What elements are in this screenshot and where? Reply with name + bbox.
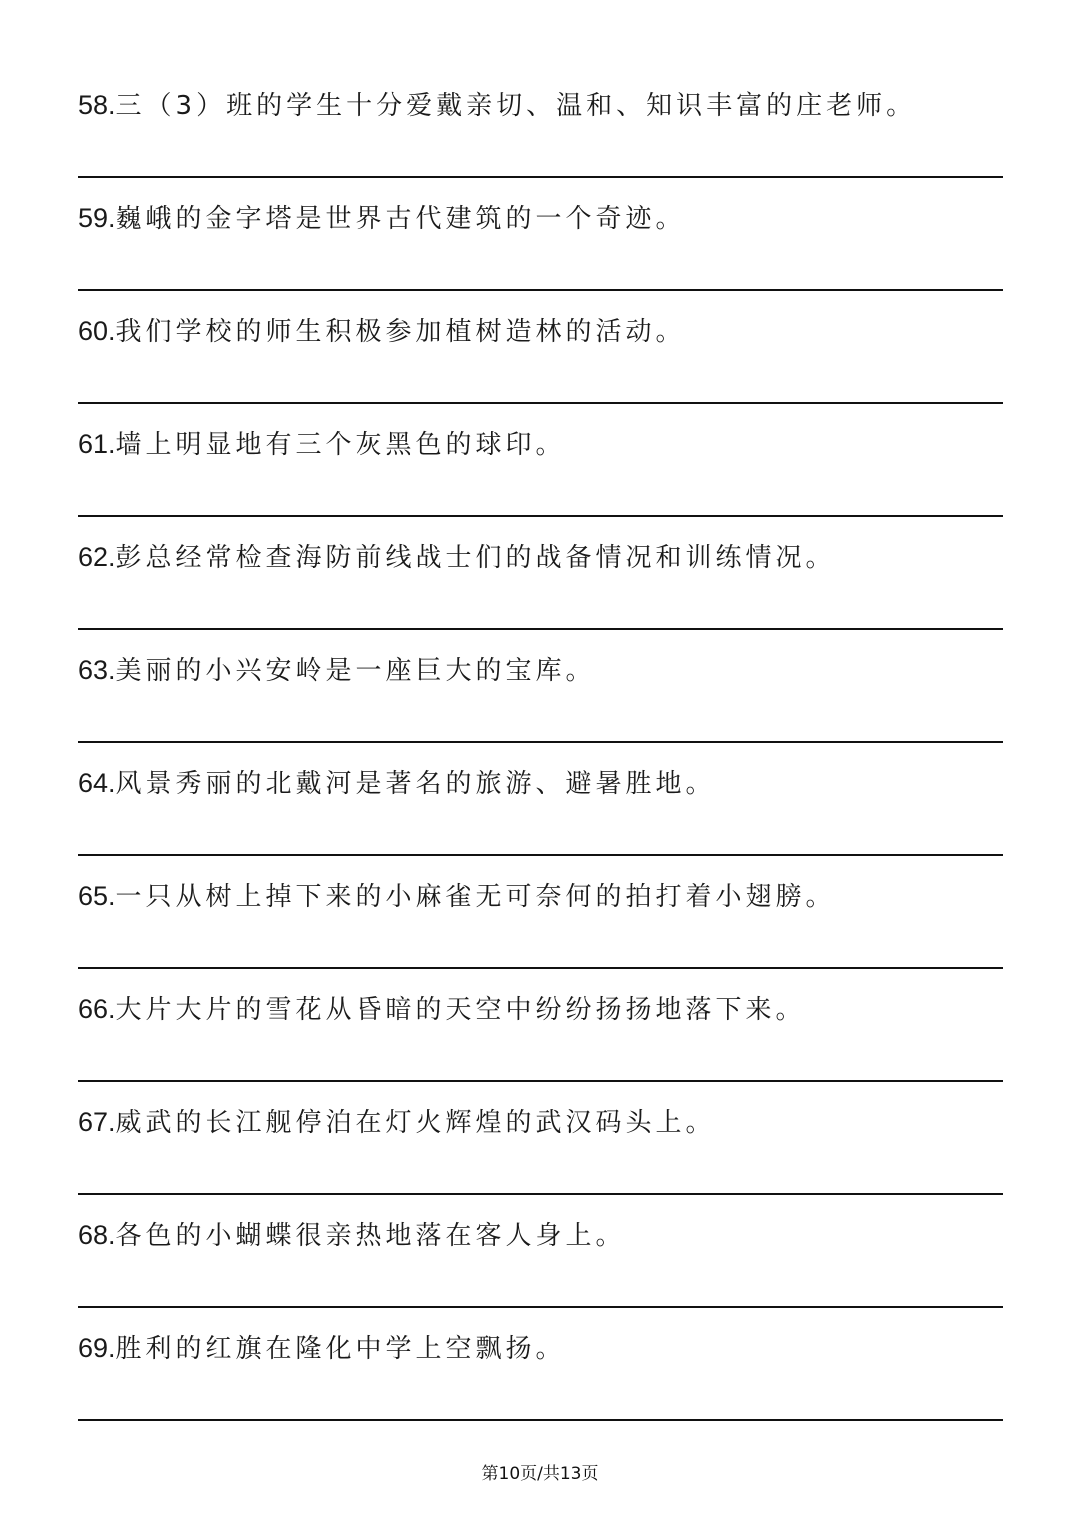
answer-line (78, 1080, 1003, 1082)
exercise-sentence: 68.各色的小蝴蝶很亲热地落在客人身上。 (78, 1220, 626, 1251)
exercise-sentence: 61.墙上明显地有三个灰黑色的球印。 (78, 429, 566, 460)
answer-line (78, 628, 1003, 630)
answer-line (78, 402, 1003, 404)
exercise-sentence: 62.彭总经常检查海防前线战士们的战备情况和训练情况。 (78, 542, 836, 573)
exercise-sentence: 59.巍峨的金字塔是世界古代建筑的一个奇迹。 (78, 203, 686, 234)
exercise-sentence: 69.胜利的红旗在隆化中学上空飘扬。 (78, 1333, 566, 1364)
answer-line (78, 967, 1003, 969)
exercise-sentence: 65.一只从树上掉下来的小麻雀无可奈何的拍打着小翅膀。 (78, 881, 836, 912)
answer-line (78, 176, 1003, 178)
exercise-sentence: 66.大片大片的雪花从昏暗的天空中纷纷扬扬地落下来。 (78, 994, 806, 1025)
answer-line (78, 515, 1003, 517)
exercise-sentence: 64.风景秀丽的北戴河是著名的旅游、避暑胜地。 (78, 768, 716, 799)
answer-line (78, 289, 1003, 291)
answer-line (78, 854, 1003, 856)
answer-line (78, 1193, 1003, 1195)
answer-line (78, 1419, 1003, 1421)
exercise-sentence: 60.我们学校的师生积极参加植树造林的活动。 (78, 316, 686, 347)
page-indicator: 第10页/共13页 (481, 1464, 599, 1484)
answer-line (78, 741, 1003, 743)
exercise-sentence: 63.美丽的小兴安岭是一座巨大的宝库。 (78, 655, 596, 686)
exercise-sentence: 67.威武的长江舰停泊在灯火辉煌的武汉码头上。 (78, 1107, 716, 1138)
exercise-sentence: 58.三（3）班的学生十分爱戴亲切、温和、知识丰富的庄老师。 (78, 90, 917, 121)
answer-line (78, 1306, 1003, 1308)
